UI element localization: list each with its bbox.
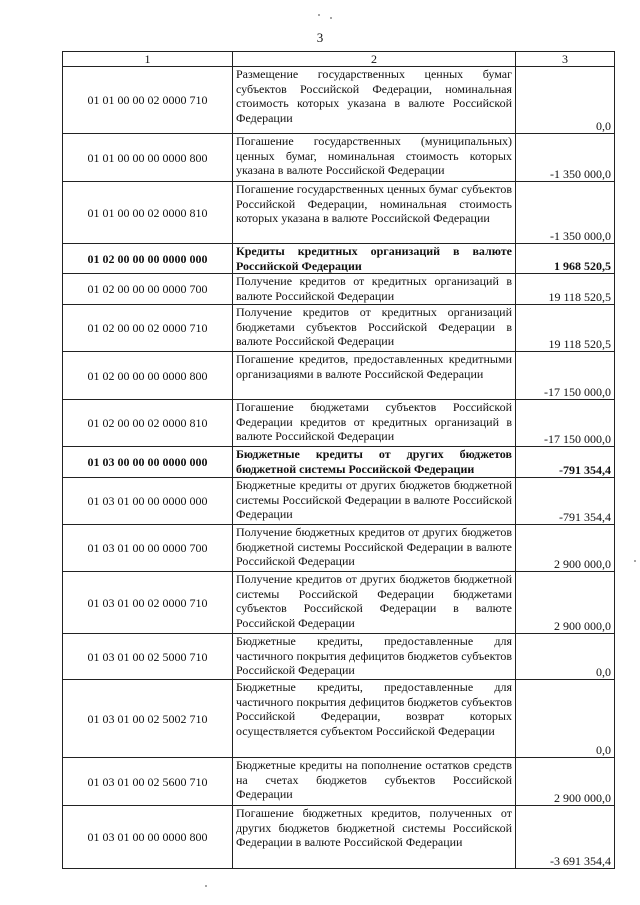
page-number: 3 [316, 30, 324, 45]
budget-sources-table [62, 51, 615, 869]
amount-cell: -791 354,4 [516, 447, 615, 478]
amount-cell: -17 150 000,0 [516, 400, 615, 447]
amount-cell: 0,0 [516, 67, 615, 134]
amount-cell: -1 350 000,0 [516, 134, 615, 182]
scan-speck [634, 560, 636, 562]
table-row [63, 352, 615, 400]
description-cell: Погашение бюджетных кредитов, полученных от других бюджетов бюджетной системы Российской Федерации в валюте Российской Федерации [233, 806, 516, 869]
table-row [63, 182, 615, 244]
budget-code-cell: 01 01 00 00 02 0000 810 [63, 182, 233, 244]
description-cell: Бюджетные кредиты, предоставленные для частичного покрытия дефицитов бюджетов субъектов Российской Федерации [233, 634, 516, 680]
budget-code-cell: 01 03 01 00 02 5600 710 [63, 758, 233, 806]
column-header-code: 1 [63, 52, 233, 67]
budget-code-cell: 01 03 01 00 00 0000 700 [63, 525, 233, 572]
description-cell: Получение кредитов от кредитных организаций бюджетами субъектов Российской Федерации в валюте Российской Федерации [233, 305, 516, 352]
description-cell: Бюджетные кредиты от других бюджетов бюджетной системы Российской Федерации в валюте Российской Федерации [233, 478, 516, 525]
budget-code-cell: 01 03 01 00 00 0000 800 [63, 806, 233, 869]
budget-code-cell: 01 03 01 00 02 0000 710 [63, 572, 233, 634]
amount-cell: -17 150 000,0 [516, 352, 615, 400]
table-row [63, 400, 615, 447]
budget-code-cell: 01 03 01 00 02 5002 710 [63, 680, 233, 758]
table-row [63, 525, 615, 572]
amount-cell: -791 354,4 [516, 478, 615, 525]
amount-cell: 19 118 520,5 [516, 305, 615, 352]
description-cell: Бюджетные кредиты от других бюджетов бюджетной системы Российской Федерации [233, 447, 516, 478]
description-cell: Бюджетные кредиты на пополнение остатков средств на счетах бюджетов субъектов Российской Федерации [233, 758, 516, 806]
budget-code-cell: 01 02 00 00 00 0000 700 [63, 274, 233, 305]
table-row [63, 634, 615, 680]
table-row [63, 680, 615, 758]
table-row [63, 572, 615, 634]
table-row [63, 67, 615, 134]
table-row [63, 274, 615, 305]
budget-code-cell: 01 02 00 00 00 0000 000 [63, 244, 233, 274]
table-row [63, 134, 615, 182]
scan-speck [205, 885, 207, 887]
column-header-description: 2 [233, 52, 516, 67]
amount-cell: -3 691 354,4 [516, 806, 615, 869]
description-cell: Кредиты кредитных организаций в валюте Российской Федерации [233, 244, 516, 274]
amount-cell: 2 900 000,0 [516, 572, 615, 634]
description-cell: Погашение кредитов, предоставленных кредитными организациями в валюте Российской Федерации [233, 352, 516, 400]
table-row [63, 447, 615, 478]
amount-cell: 2 900 000,0 [516, 525, 615, 572]
table-row [63, 478, 615, 525]
amount-cell: 1 968 520,5 [516, 244, 615, 274]
table-body [63, 67, 615, 869]
description-cell: Получение бюджетных кредитов от других бюджетов бюджетной системы Российской Федерации в валюте Российской Федерации [233, 525, 516, 572]
description-cell: Бюджетные кредиты, предоставленные для частичного покрытия дефицитов бюджетов субъектов Российской Федерации, возврат которых осуществляется субъектом Российской Федерации [233, 680, 516, 758]
table-row [63, 758, 615, 806]
table-row [63, 244, 615, 274]
table-header-row [63, 52, 615, 67]
scan-speck [318, 14, 320, 16]
budget-code-cell: 01 01 00 00 00 0000 800 [63, 134, 233, 182]
amount-cell: 2 900 000,0 [516, 758, 615, 806]
amount-cell: 19 118 520,5 [516, 274, 615, 305]
column-header-amount: 3 [516, 52, 615, 67]
description-cell: Получение кредитов от других бюджетов бюджетной системы Российской Федерации бюджетами субъектов Российской Федерации в валюте Российской Федерации [233, 572, 516, 634]
description-cell: Погашение государственных ценных бумаг субъектов Российской Федерации, номинальная стоимость которых указана в валюте Российской Федерации [233, 182, 516, 244]
table-row [63, 806, 615, 869]
amount-cell: -1 350 000,0 [516, 182, 615, 244]
scan-speck [330, 17, 332, 19]
budget-code-cell: 01 01 00 00 02 0000 710 [63, 67, 233, 134]
description-cell: Погашение бюджетами субъектов Российской Федерации кредитов от кредитных организаций в валюте Российской Федерации [233, 400, 516, 447]
amount-cell: 0,0 [516, 634, 615, 680]
budget-code-cell: 01 02 00 00 02 0000 810 [63, 400, 233, 447]
description-cell: Погашение государственных (муниципальных) ценных бумаг, номинальная стоимость которых указана в валюте Российской Федерации [233, 134, 516, 182]
budget-code-cell: 01 03 01 00 02 5000 710 [63, 634, 233, 680]
table-row [63, 305, 615, 352]
budget-code-cell: 01 02 00 00 00 0000 800 [63, 352, 233, 400]
budget-code-cell: 01 03 00 00 00 0000 000 [63, 447, 233, 478]
budget-code-cell: 01 02 00 00 02 0000 710 [63, 305, 233, 352]
description-cell: Получение кредитов от кредитных организаций в валюте Российской Федерации [233, 274, 516, 305]
description-cell: Размещение государственных ценных бумаг субъектов Российской Федерации, номинальная стоимость которых указана в валюте Российской Федерации [233, 67, 516, 134]
budget-code-cell: 01 03 01 00 00 0000 000 [63, 478, 233, 525]
amount-cell: 0,0 [516, 680, 615, 758]
